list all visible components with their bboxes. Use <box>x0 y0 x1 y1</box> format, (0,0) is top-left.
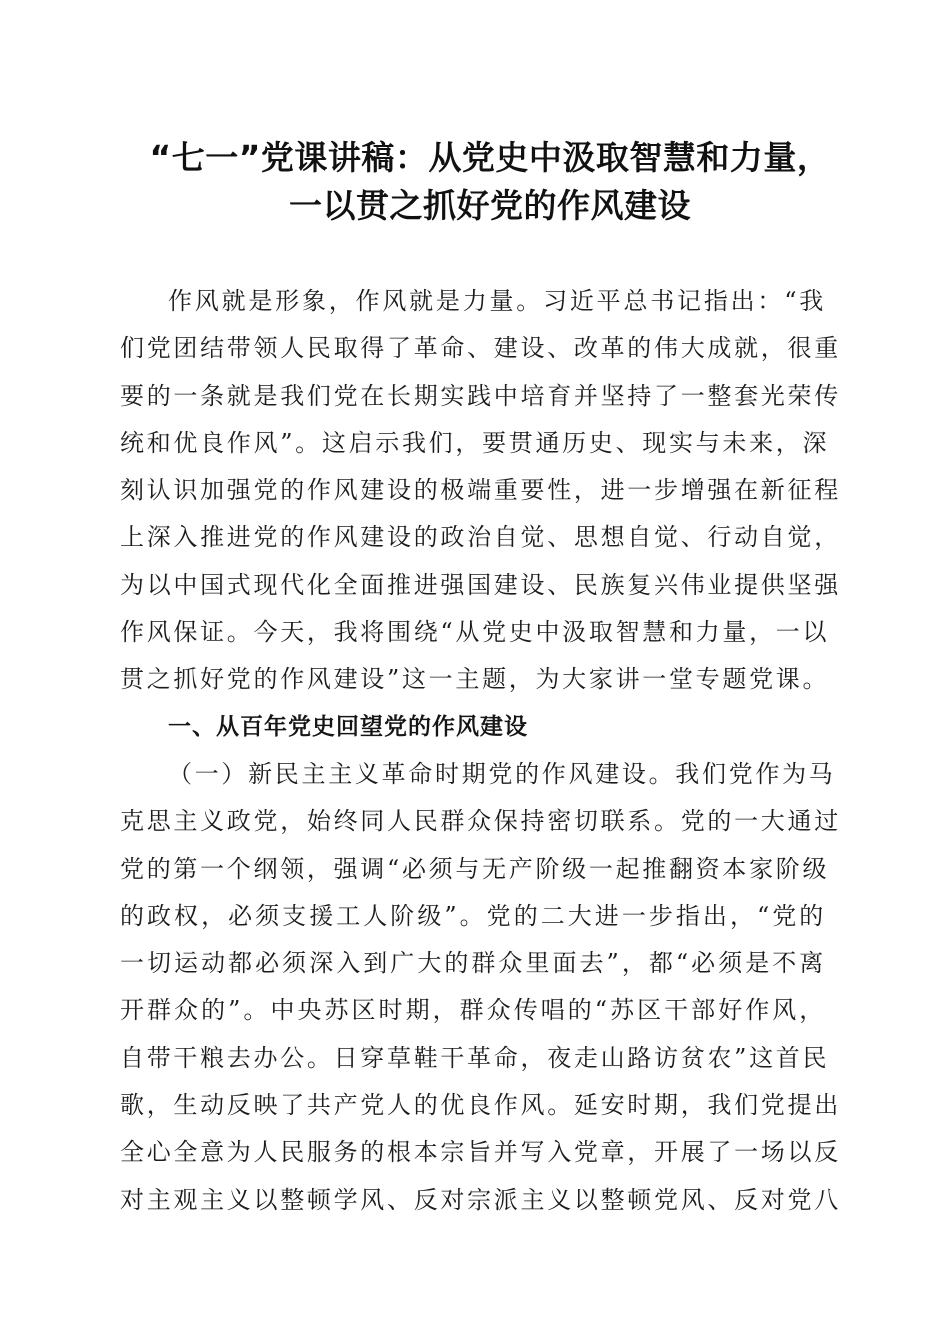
paragraph-2-line: 克思主义政党，始终同人民群众保持密切联系。党的一大通过 <box>120 807 841 836</box>
paragraph-2-line: 的政权，必须支援工人阶级”。党的二大进一步指出，“党的 <box>120 901 826 930</box>
paragraph-1-line: 上深入推进党的作风建设的政治自觉、思想自觉、行动自觉， <box>120 523 841 552</box>
paragraph-2-line: 开群众的”。中央苏区时期，群众传唱的“苏区干部好作风， <box>120 996 826 1025</box>
document-body <box>120 278 841 1224</box>
paragraph-2-line: 全心全意为人民服务的根本宗旨并写入党章，开展了一场以反 <box>120 1138 841 1167</box>
paragraph-1-line: 作风就是形象，作风就是力量。习近平总书记指出：“我 <box>168 287 826 315</box>
paragraph-1-line: 统和优良作风”。这启示我们，要贯通历史、现实与未来，深 <box>120 428 830 457</box>
paragraph-2-line: 一切运动都必须深入到广大的群众里面去”，都“必须是不离 <box>120 949 826 978</box>
paragraph-1-line: 为以中国式现代化全面推进强国建设、民族复兴伟业提供坚强 <box>120 570 841 599</box>
paragraph-1-line: 作风保证。今天，我将围绕“从党史中汲取智慧和力量，一以 <box>120 618 830 647</box>
paragraph-2-line: 自带干粮去办公。日穿草鞋干革命，夜走山路访贫农”这首民 <box>120 1043 830 1072</box>
paragraph-2-line: 歌，生动反映了共产党人的优良作风。延安时期，我们党提出 <box>120 1091 841 1120</box>
paragraph-2-line: 党的第一个纲领，强调“必须与无产阶级一起推翻资本家阶级 <box>120 854 830 883</box>
paragraph-1-line: 们党团结带领人民取得了革命、建设、改革的伟大成就，很重 <box>120 334 841 363</box>
document-title-line-1: “七一”党课讲稿：从党史中汲取智慧和力量， <box>149 138 831 177</box>
paragraph-1-line: 刻认识加强党的作风建设的极端重要性，进一步增强在新征程 <box>120 476 841 505</box>
document-title-line-2: 一以贯之抓好党的作风建设 <box>289 186 691 225</box>
paragraph-2-line: 对主观主义以整顿学风、反对宗派主义以整顿党风、反对党八 <box>120 1185 841 1214</box>
section-heading-1: 一、从百年党史回望党的作风建设 <box>168 713 528 740</box>
paragraph-1-line: 要的一条就是我们党在长期实践中培育并坚持了一整套光荣传 <box>120 381 841 410</box>
paragraph-2-line: （一）新民主主义革命时期党的作风建设。我们党作为马 <box>168 759 836 788</box>
paragraph-1-line: 贯之抓好党的作风建设”这一主题，为大家讲一堂专题党课。 <box>120 665 830 694</box>
